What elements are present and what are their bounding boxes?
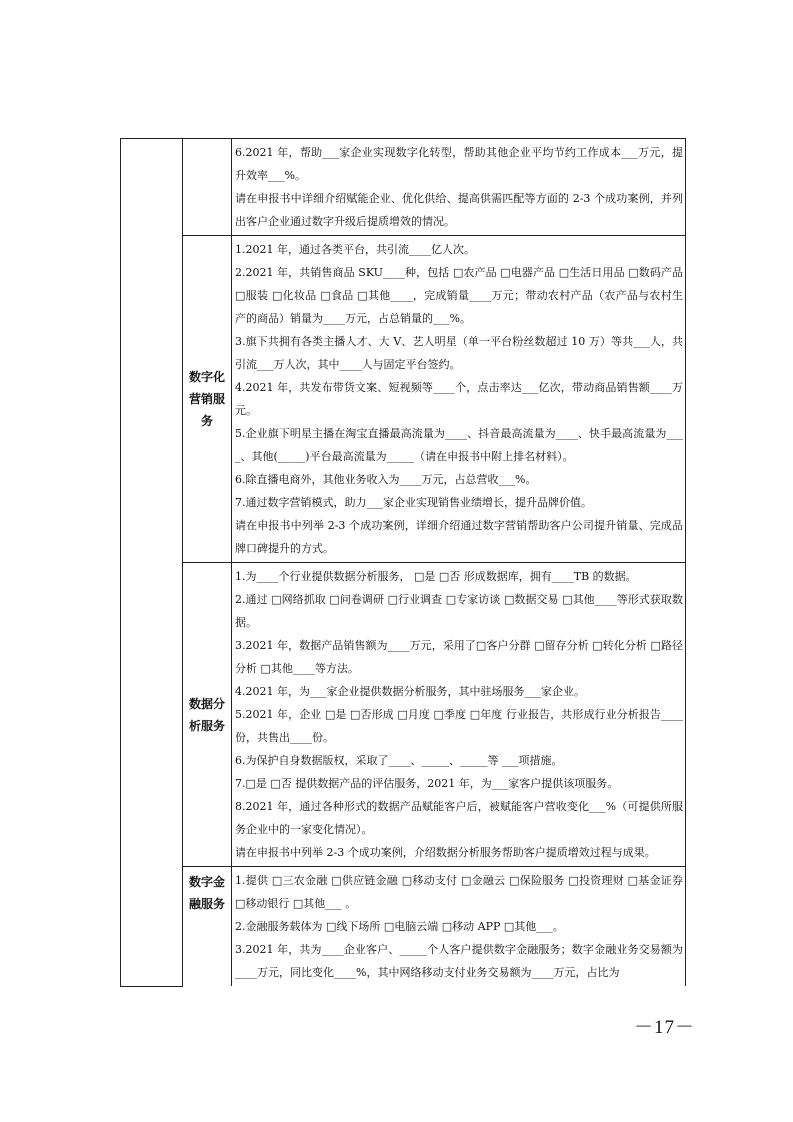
- content-line: 请在申报书中列举 2-3 个成功案例，详细介绍通过数字营销帮助客户公司提升销量、完成品牌口碑提升的方式。: [235, 519, 683, 555]
- content-line: 3.2021 年，共为____企业客户、_____个人客户提供数字金融服务；数字金融业务交易额为____万元，同比变化____%，其中网络移动支付业务交易额为____万元，占比为: [235, 943, 683, 979]
- content-line: 4.2021 年，为___家企业提供数据分析服务，其中驻场服务___家企业。: [235, 685, 585, 698]
- content-line: 请在申报书中列举 2-3 个成功案例，介绍数据分析服务帮助客户提质增效过程与成果。: [235, 846, 656, 859]
- content-line: 4.2021 年，共发布带货文案、短视频等____个，点击率达___亿次，带动商品销售额____万元。: [235, 381, 683, 417]
- table-row: [121, 139, 686, 236]
- content-cell: [232, 563, 686, 867]
- content-line: 2.2021 年，共销售商品 SKU____种，包括 □农产品 □电器产品 □生活日用品 □数码产品 □服装 □化妆品 □食品 □其他____，完成销量____万元；带动农村产品（农产品与农村生产的商品）销量为____万元，占总销量的___%。: [235, 266, 683, 325]
- content-line: 2.通过 □网络抓取 □问卷调研 □行业调查 □专家访谈 □数据交易 □其他____等形式获取数据。: [235, 593, 683, 629]
- content-cell: [232, 867, 686, 987]
- content-line: 2.金融服务载体为 □线下场所 □电脑云端 □移动 APP □其他___。: [235, 920, 564, 933]
- content-line: 1.提供 □三农金融 □供应链金融 □移动支付 □金融云 □保险服务 □投资理财 □基金证券 □移动银行 □其他___ 。: [235, 874, 683, 910]
- content-line: 5.2021 年，企业 □是 □否形成 □月度 □季度 □年度 行业报告，共形成行业分析报告____份，共售出____份。: [235, 708, 683, 744]
- content-cell: [232, 236, 686, 563]
- category-cell-digital-finance: 数字金融服务: [183, 867, 232, 987]
- table-row: [121, 236, 686, 563]
- content-line: 6.为保护自身数据版权，采取了____、_____、_____等 ___项措施。: [235, 754, 563, 767]
- content-line: 请在申报书中详细介绍赋能企业、优化供给、提高供需匹配等方面的 2-3 个成功案例，并列出客户企业通过数字升级后提质增效的情况。: [235, 192, 683, 228]
- content-line: 5.企业旗下明星主播在淘宝直播最高流量为____、抖音最高流量为____、快手最高流量为____、其他(_____)平台最高流量为_____（请在申报书中附上排名材料）。: [235, 427, 683, 463]
- category-cell-digital-marketing: 数字化营销服务: [183, 236, 232, 563]
- table-row: [121, 563, 686, 867]
- content-line: 3.旗下共拥有各类主播人才、大 V、艺人明星（单一平台粉丝数超过 10 万）等共___人，共引流___万人次，其中____人与固定平台签约。: [235, 335, 683, 371]
- category-cell: [183, 139, 232, 236]
- content-line: 8.2021 年，通过各种形式的数据产品赋能客户后，被赋能客户营收变化___%（可提供所服务企业中的一家变化情况）。: [235, 800, 683, 836]
- category-cell-data-analysis: 数据分析服务: [183, 563, 232, 867]
- application-form-table: [120, 138, 686, 987]
- table-row: [121, 867, 686, 987]
- content-line: 6.2021 年，帮助___家企业实现数字化转型，帮助其他企业平均节约工作成本___万元，提升效率___%。: [235, 146, 683, 182]
- content-line: 7.通过数字营销模式，助力___家企业实现销售业绩增长，提升品牌价值。: [235, 496, 592, 509]
- content-line: 6.除直播电商外，其他业务收入为____万元，占总营收___%。: [235, 473, 537, 486]
- content-line: 3.2021 年，数据产品销售额为____万元，采用了□客户分群 □留存分析 □转化分析 □路径分析 □其他____等方法。: [235, 639, 683, 675]
- content-line: 1.为____个行业提供数据分析服务， □是 □否 形成数据库，拥有____TB 的数据。: [235, 570, 637, 583]
- content-line: 7.□是 □否 提供数据产品的评估服务，2021 年，为___家客户提供该项服务。: [235, 777, 619, 790]
- page-number: －17－: [633, 1017, 695, 1038]
- outer-category-cell: [121, 139, 183, 987]
- content-cell: [232, 139, 686, 236]
- content-line: 1.2021 年，通过各类平台，共引流____亿人次。: [235, 243, 475, 256]
